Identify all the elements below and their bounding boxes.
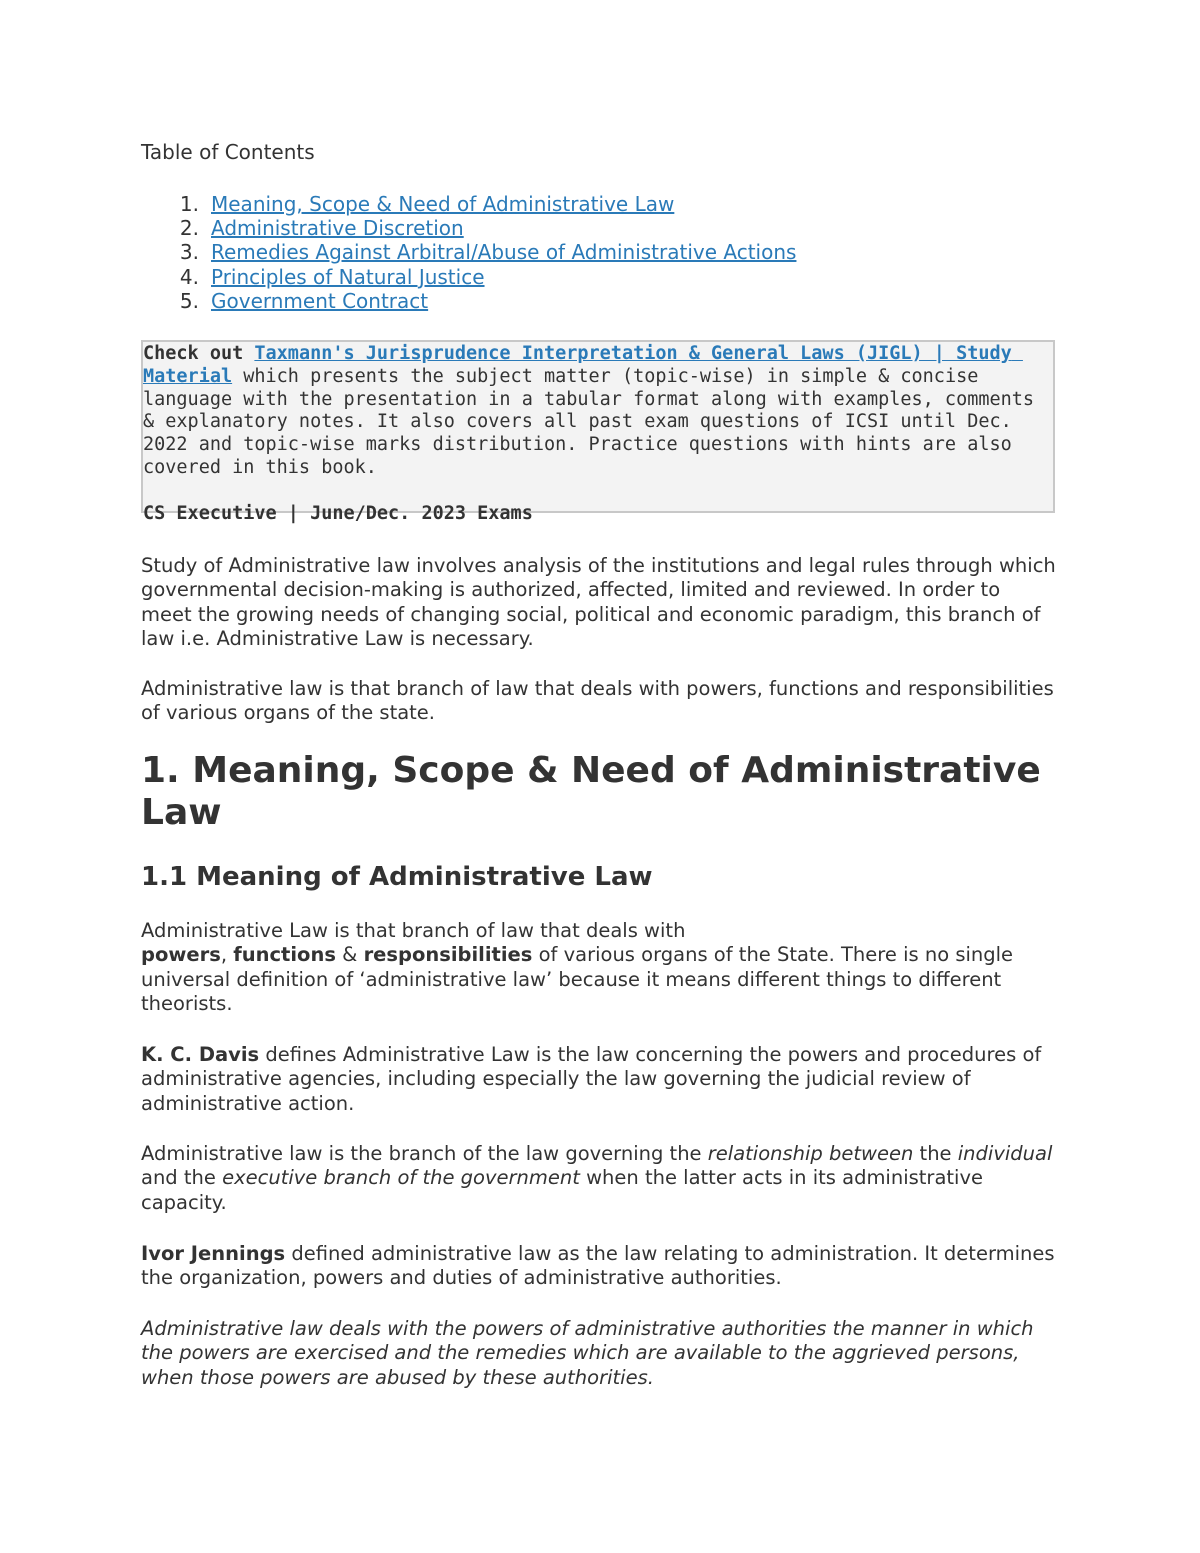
toc-item: 5. Government Contract [179, 288, 429, 313]
intro-paragraph-1: Study of Administrative law involves analysis of the institutions and legal rules through which governmental decision-making is authorized, affected, limited and reviewed. In order to meet the growing needs of changing social, political and economic paradigm, this branch of law i.e. Administrative Law is necessary. [141, 554, 1056, 650]
toc-link-natural-justice[interactable]: Principles of Natural Justice [211, 264, 485, 289]
toc-item: 2. Administrative Discretion [179, 216, 464, 241]
italic-summary-paragraph: Administrative law deals with the powers of administrative authorities the manner in which the powers are exercised and the remedies which are available to the aggrieved persons, when those powers are abused by these authorities. [141, 1317, 1034, 1389]
toc-link-remedies[interactable]: Remedies Against Arbitral/Abuse of Administrative Actions [211, 240, 797, 265]
relationship-paragraph: Administrative law is the branch of the law governing the relationship between the individual and the executive branch of the government when the latter acts in its administrative capacity. [141, 1142, 1053, 1214]
powers-term: powers [141, 943, 221, 967]
meaning-paragraph: Administrative Law is that branch of law that deals with powers, functions & responsibilities of various organs of the State. There is no single universal definition of ‘administrative law’ because it means different things to different theorists. [141, 919, 1014, 1015]
promo-footer: CS Executive | June/Dec. 2023 Exams [143, 502, 533, 524]
toc-item: 3. Remedies Against Arbitral/Abuse of Administrative Actions [179, 240, 797, 265]
intro-paragraph-2: Administrative law is that branch of law that deals with powers, functions and responsibilities of various organs of the state. [141, 677, 1054, 725]
section-heading: 1. Meaning, Scope & Need of Administrative Law [141, 750, 1041, 833]
davis-paragraph: K. C. Davis defines Administrative Law is the law concerning the powers and procedures of administrative agencies, including especially the law governing the judicial review of administrative action. [141, 1043, 1042, 1115]
toc-list [141, 192, 796, 313]
toc-item: 4. Principles of Natural Justice [179, 264, 485, 289]
toc-link-government-contract[interactable]: Government Contract [211, 288, 429, 313]
promo-box [141, 340, 1055, 524]
toc-link-administrative-discretion[interactable]: Administrative Discretion [211, 216, 464, 241]
toc-link-meaning-scope-need[interactable]: Meaning, Scope & Need of Administrative Law [211, 192, 675, 216]
davis-name: K. C. Davis [141, 1043, 260, 1066]
jennings-paragraph: Ivor Jennings defined administrative law as the law relating to administration. It determines the organization, powers and duties of administrative authorities. [141, 1242, 1055, 1290]
promo-body: which presents the subject matter (topic-wise) in simple & concise language with the presentation in a tabular format along with examples, comments & explanatory notes. It also covers all past exam questions of ICSI until Dec. 2022 and topic-wise marks distribution. Practice questions with hints are also covered in this book. [143, 365, 1046, 478]
responsibilities-term: responsibilities [363, 943, 533, 967]
sub-heading: 1.1 Meaning of Administrative Law [141, 862, 653, 892]
toc-title: Table of Contents [141, 140, 315, 164]
jennings-name: Ivor Jennings [141, 1242, 286, 1265]
toc-item: 1. Meaning, Scope & Need of Administrative Law [179, 192, 675, 216]
promo-book-link[interactable]: Taxmann's Jurisprudence Interpretation & General Laws (JIGL) | Study Material [143, 343, 1023, 387]
promo-prefix: Check out [143, 343, 244, 364]
functions-term: functions [233, 943, 336, 967]
